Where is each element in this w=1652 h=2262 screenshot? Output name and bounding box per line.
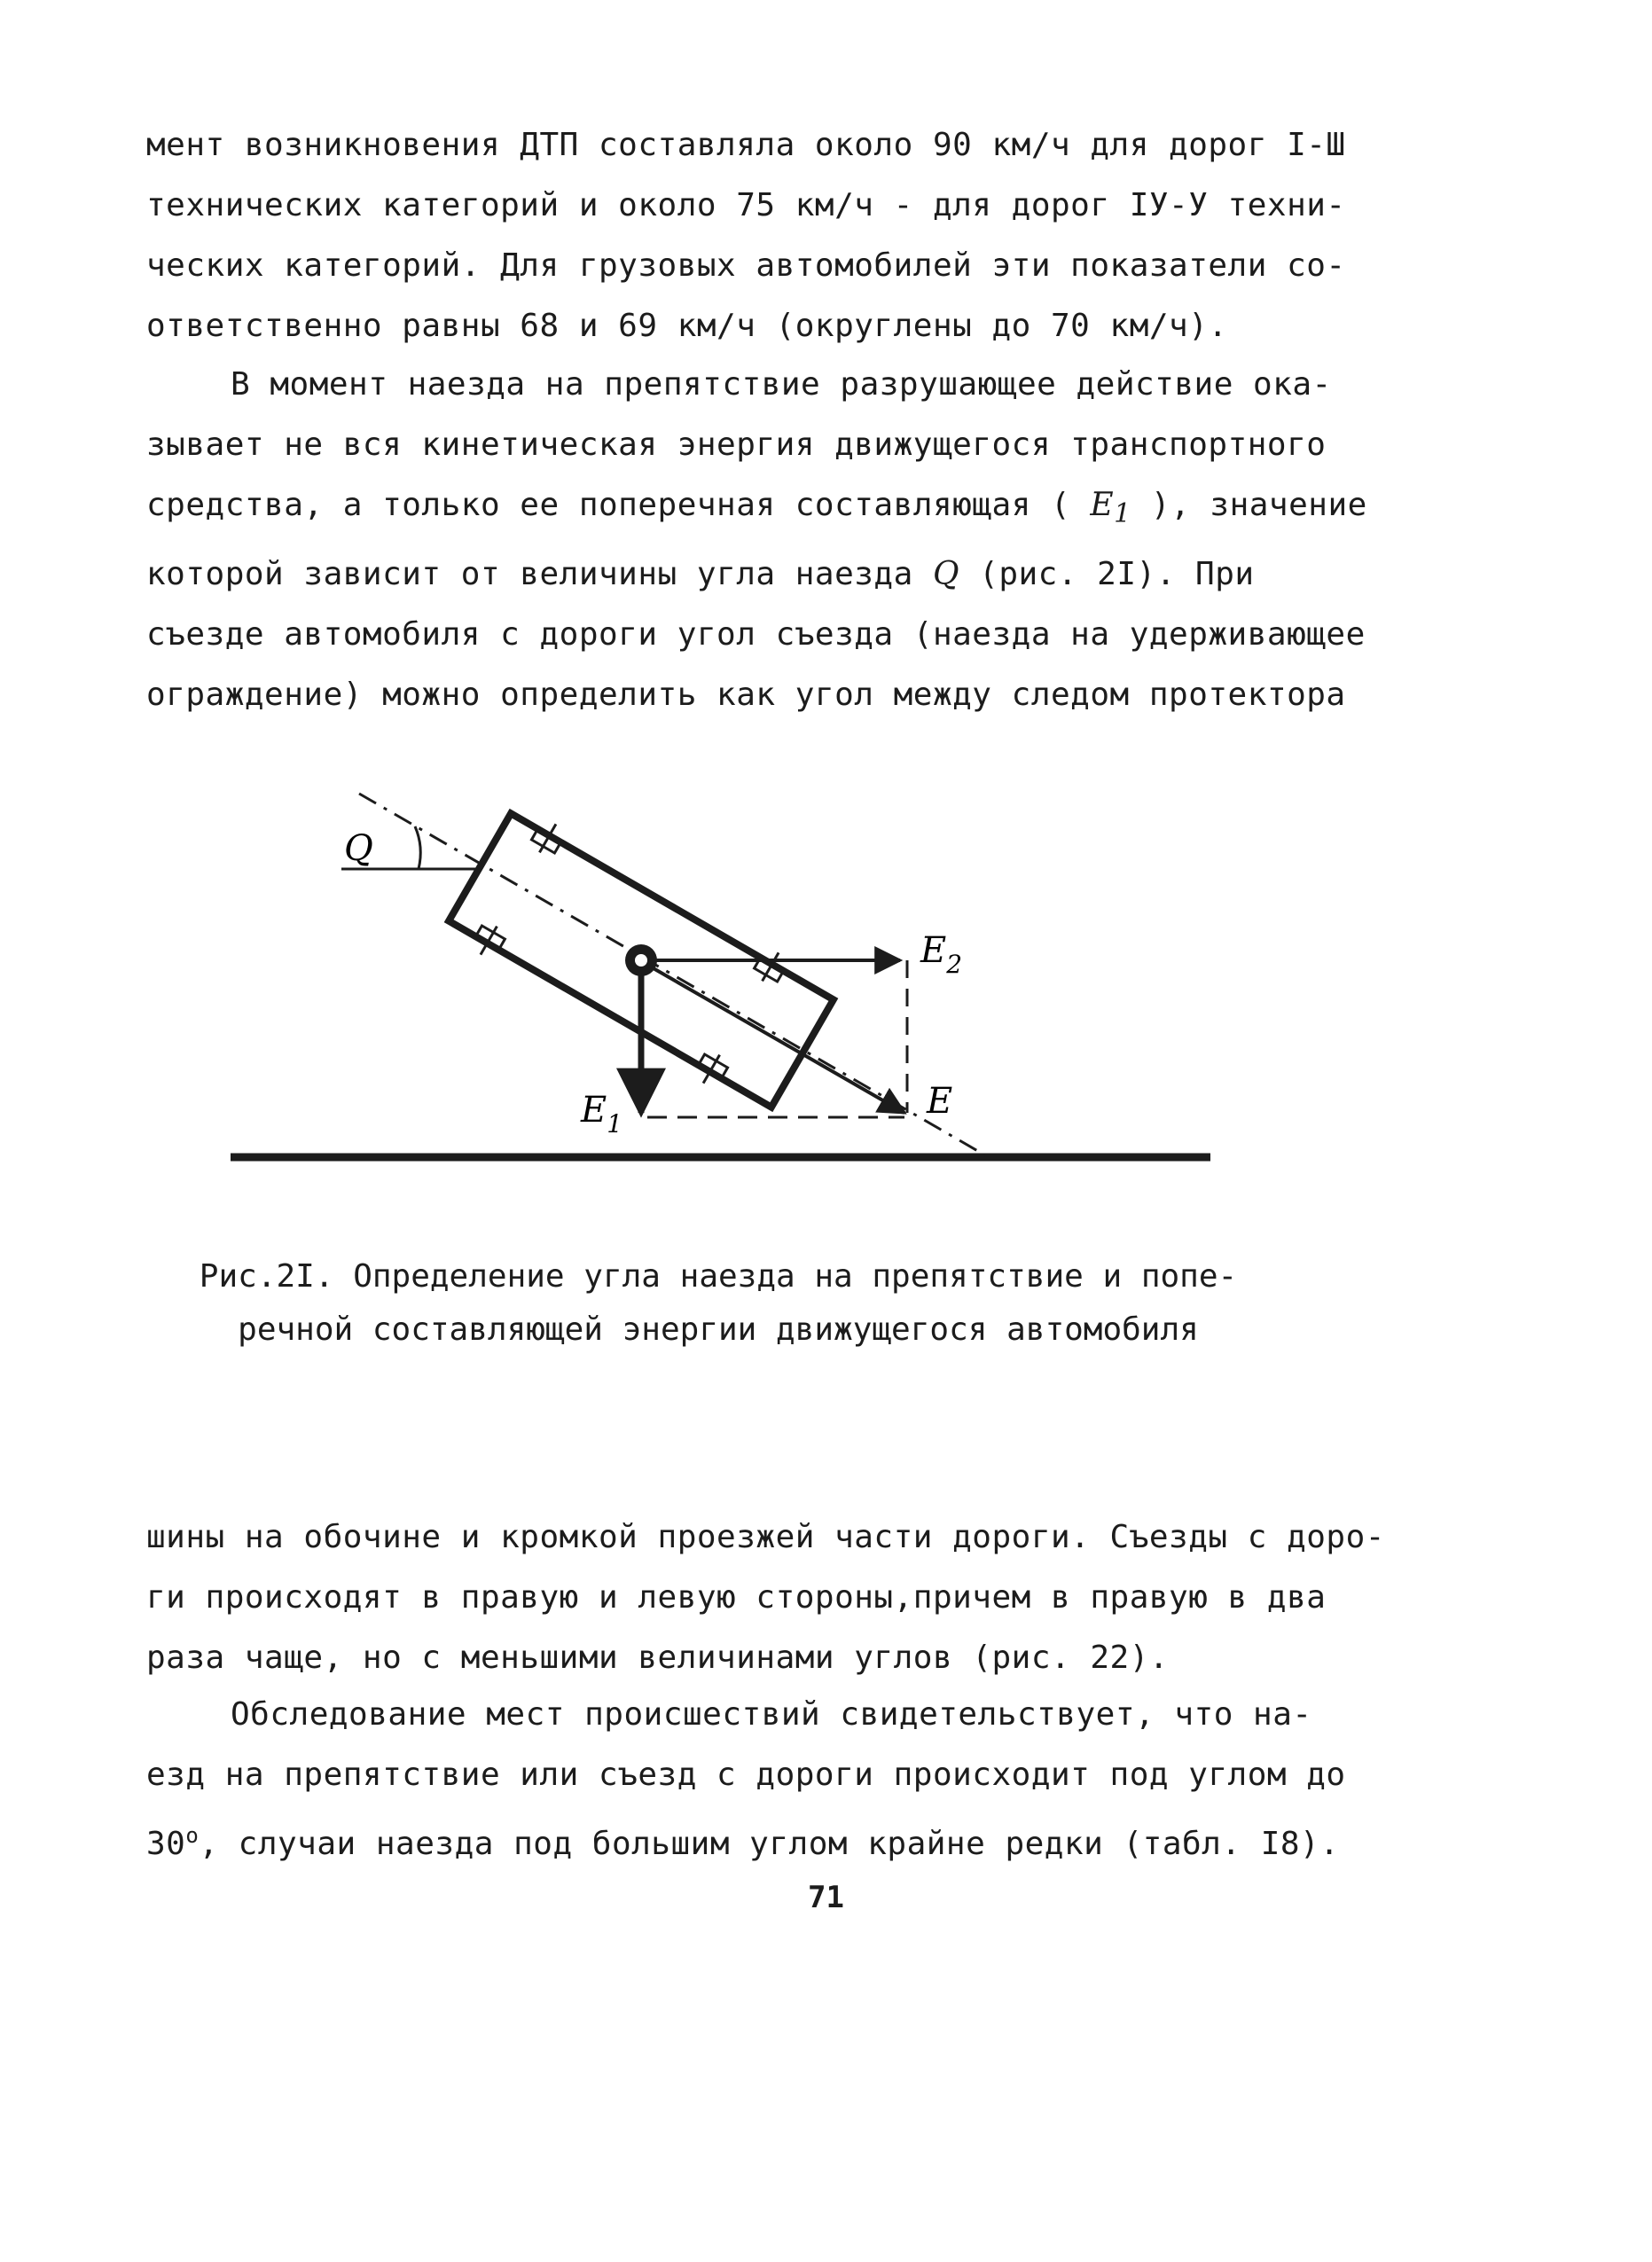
text-line: ги происходят в правую и левую стороны,причем в правую в два xyxy=(146,1579,1327,1616)
text-line: съезде автомобиля с дороги угол съезда (наезда на удерживающее xyxy=(146,616,1366,654)
degree-superscript: о xyxy=(185,1823,200,1848)
text-line xyxy=(146,475,1367,544)
label-e1-main: E xyxy=(581,1090,607,1131)
collision-diagram xyxy=(213,771,1233,1197)
text-span: средства, а только ее поперечная составляющая ( xyxy=(146,487,1091,523)
caption-line: речной составляющей энергии движущегося автомобиля xyxy=(238,1311,1199,1348)
text-line: ческих категорий. Для грузовых автомобилей эти показатели со- xyxy=(146,247,1346,284)
text-line xyxy=(146,1805,1340,1875)
caption-line: Рис.2I. Определение угла наезда на препятствие и попе- xyxy=(199,1258,1238,1295)
page-number: 71 xyxy=(808,1880,844,1915)
text-line: технических категорий и около 75 км/ч - для дорог IУ-У техни- xyxy=(146,187,1346,223)
text-span: , случаи наезда под большим углом крайне редки (табл. I8). xyxy=(199,1826,1340,1862)
label-e2 xyxy=(920,930,962,979)
label-e: E xyxy=(927,1081,953,1122)
text-line xyxy=(146,544,1290,605)
label-e2-sub: 2 xyxy=(946,950,963,979)
text-line: Обследование мест происшествий свидетельствует, что на- xyxy=(231,1696,1312,1733)
label-e2-main: E xyxy=(920,930,947,971)
text-span: ), значение xyxy=(1131,487,1367,523)
paragraph-1 xyxy=(146,115,1346,356)
center-of-mass-inner xyxy=(635,954,647,967)
symbol-q: Q xyxy=(932,556,959,593)
symbol-letter: E xyxy=(1090,487,1115,523)
text-line: мент возникновения ДТП составляла около 90 км/ч для дорог I-Ш xyxy=(146,127,1346,163)
text-line: езд на препятствие или съезд с дороги происходит под углом до xyxy=(146,1757,1346,1793)
figure-21 xyxy=(213,771,1233,1197)
symbol-subscript: 1 xyxy=(1114,498,1131,530)
text-line: зывает не вся кинетическая энергия движущегося транспортного xyxy=(146,427,1327,463)
angle-arc xyxy=(415,826,420,869)
text-line: шины на обочине и кромкой проезжей части дороги. Съезды с доро- xyxy=(146,1519,1385,1555)
text-span: 30 xyxy=(146,1826,186,1862)
text-span: которой зависит от величины угла наезда xyxy=(146,556,933,593)
symbol-e1 xyxy=(1090,487,1131,530)
text-line: ограждение) можно определить как угол между следом протектора xyxy=(146,677,1346,714)
paragraph-3 xyxy=(146,1507,1385,1688)
paragraph-2 xyxy=(146,355,1367,725)
label-q: Q xyxy=(344,828,373,869)
label-e1 xyxy=(580,1090,622,1139)
label-e1-sub: 1 xyxy=(607,1109,623,1139)
figure-caption xyxy=(146,1250,1290,1357)
text-line: В момент наезда на препятствие разрушающее действие ока- xyxy=(231,366,1332,403)
text-line: раза чаще, но с меньшими величинами углов (рис. 22). xyxy=(146,1640,1170,1676)
text-span: (рис. 2I). При xyxy=(959,556,1255,593)
trajectory-line xyxy=(359,794,993,1160)
paragraph-4 xyxy=(146,1685,1346,1875)
text-line: ответственно равны 68 и 69 км/ч (округлены до 70 км/ч). xyxy=(146,308,1228,344)
